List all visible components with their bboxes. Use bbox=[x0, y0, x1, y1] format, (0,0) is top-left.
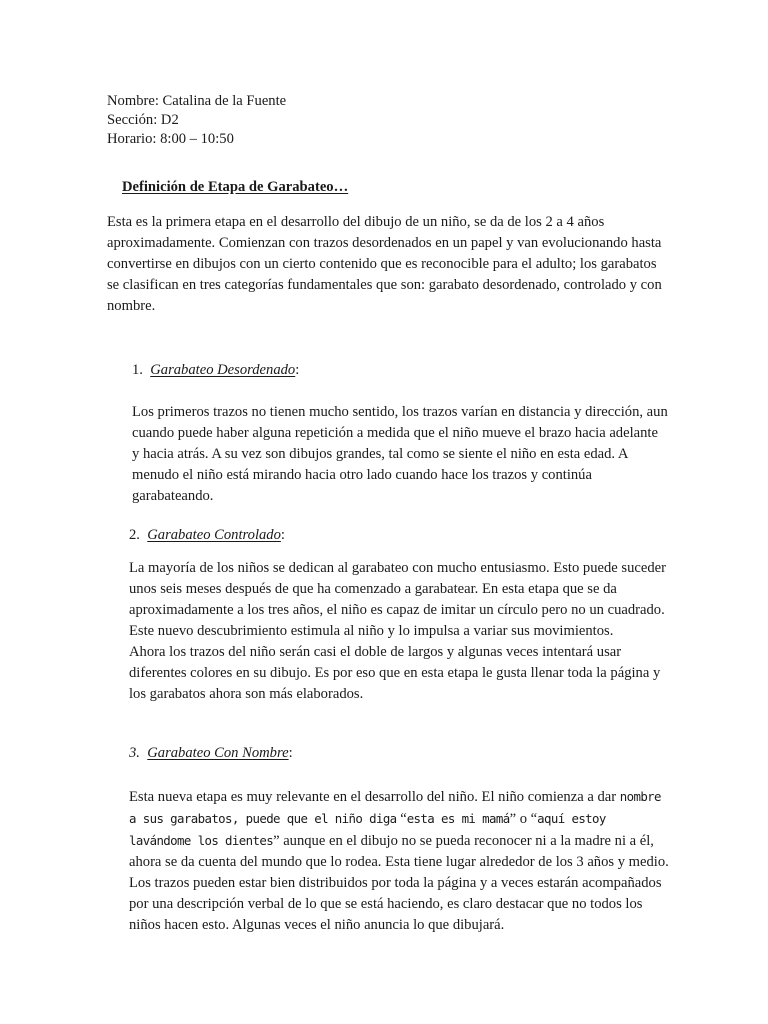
section-heading-con-nombre bbox=[129, 745, 293, 762]
document-title: Definición de Etapa de Garabateo… bbox=[122, 179, 349, 195]
section-heading-controlado bbox=[129, 527, 285, 544]
paragraph-text-mono: nombre a sus garabatos, puede que el niño diga bbox=[129, 789, 661, 826]
intro-paragraph: Esta es la primera etapa en el desarrollo del dibujo de un niño, se da de los 2 a 4 años aproximadamente. Comienzan con trazos desordenados en un papel y van evolucionando hasta convertirse en dibujos con un cierto contenido que es reconocible para el adulto; los garabatos se clasifican en tres categorías fundamentales que son: garabato desordenado, controlado y con nombre. bbox=[107, 214, 662, 314]
paragraph-text: Esta nueva etapa es muy relevante en el desarrollo del niño. El niño comienza a dar bbox=[129, 789, 620, 805]
paragraph-quote-mono: esta es mi mamá bbox=[406, 811, 510, 826]
section-number: 1. bbox=[132, 362, 143, 378]
paragraph-text: “ bbox=[396, 811, 407, 827]
section-paragraph-controlado-2: Ahora los trazos del niño serán casi el doble de largos y algunas veces intentará usar diferentes colores en su dibujo. Es por eso que en esta etapa le gusta llenar toda la página y los garabatos ahora son más elaborados. bbox=[129, 644, 661, 702]
student-section: Sección: D2 bbox=[107, 112, 179, 128]
section-label: Garabateo Controlado bbox=[147, 527, 281, 543]
section-paragraph-controlado-1: La mayoría de los niños se dedican al garabateo con mucho entusiasmo. Esto puede suceder unos seis meses después de que ha comenzado a garabatear. En esta etapa que se da aproximadamente a los tres años, el niño es capaz de imitar un círculo pero no un cuadrado. Este nuevo descubrimiento estimula al niño y lo impulsa a variar sus movimientos. bbox=[129, 560, 666, 639]
section-number: 3. bbox=[129, 745, 140, 761]
section-suffix: : bbox=[295, 362, 300, 378]
class-schedule: Horario: 8:00 – 10:50 bbox=[107, 131, 234, 147]
section-paragraph-desordenado: Los primeros trazos no tienen mucho sentido, los trazos varían en distancia y dirección, aun cuando puede haber alguna repetición a medida que el niño mueve el brazo hacia adelante y hacia atrás. A su vez son dibujos grandes, tal como se siente el niño en esta edad. A menudo el niño está mirando hacia otro lado cuando hace los trazos y continúa garabateando. bbox=[132, 404, 668, 504]
paragraph-quote-mono: aquí estoy lavándome los dientes bbox=[129, 811, 606, 848]
section-number: 2. bbox=[129, 527, 140, 543]
paragraph-text: ” o “ bbox=[509, 811, 538, 827]
student-name: Nombre: Catalina de la Fuente bbox=[107, 93, 287, 109]
paragraph-text: ” aunque en el dibujo no se pueda reconocer ni a la madre ni a él, ahora se da cuenta del mundo que lo rodea. Esta tiene lugar alrededor de los 3 años y medio. Los trazos pueden estar bien distribuidos por toda la página y a veces estarán acompañados por una descripción verbal de lo que se está haciendo, es claro destacar que no todos los niños hacen esto. Algunas veces el niño anuncia lo que dibujará. bbox=[129, 833, 669, 933]
student-info-header bbox=[107, 92, 286, 149]
section-heading-desordenado bbox=[132, 362, 299, 379]
section-paragraph-con-nombre bbox=[129, 786, 669, 936]
section-suffix: : bbox=[288, 745, 293, 761]
section-label: Garabateo Con Nombre bbox=[147, 745, 289, 761]
section-suffix: : bbox=[280, 527, 285, 543]
section-label: Garabateo Desordenado bbox=[150, 362, 296, 378]
section-body-controlado bbox=[129, 558, 669, 705]
